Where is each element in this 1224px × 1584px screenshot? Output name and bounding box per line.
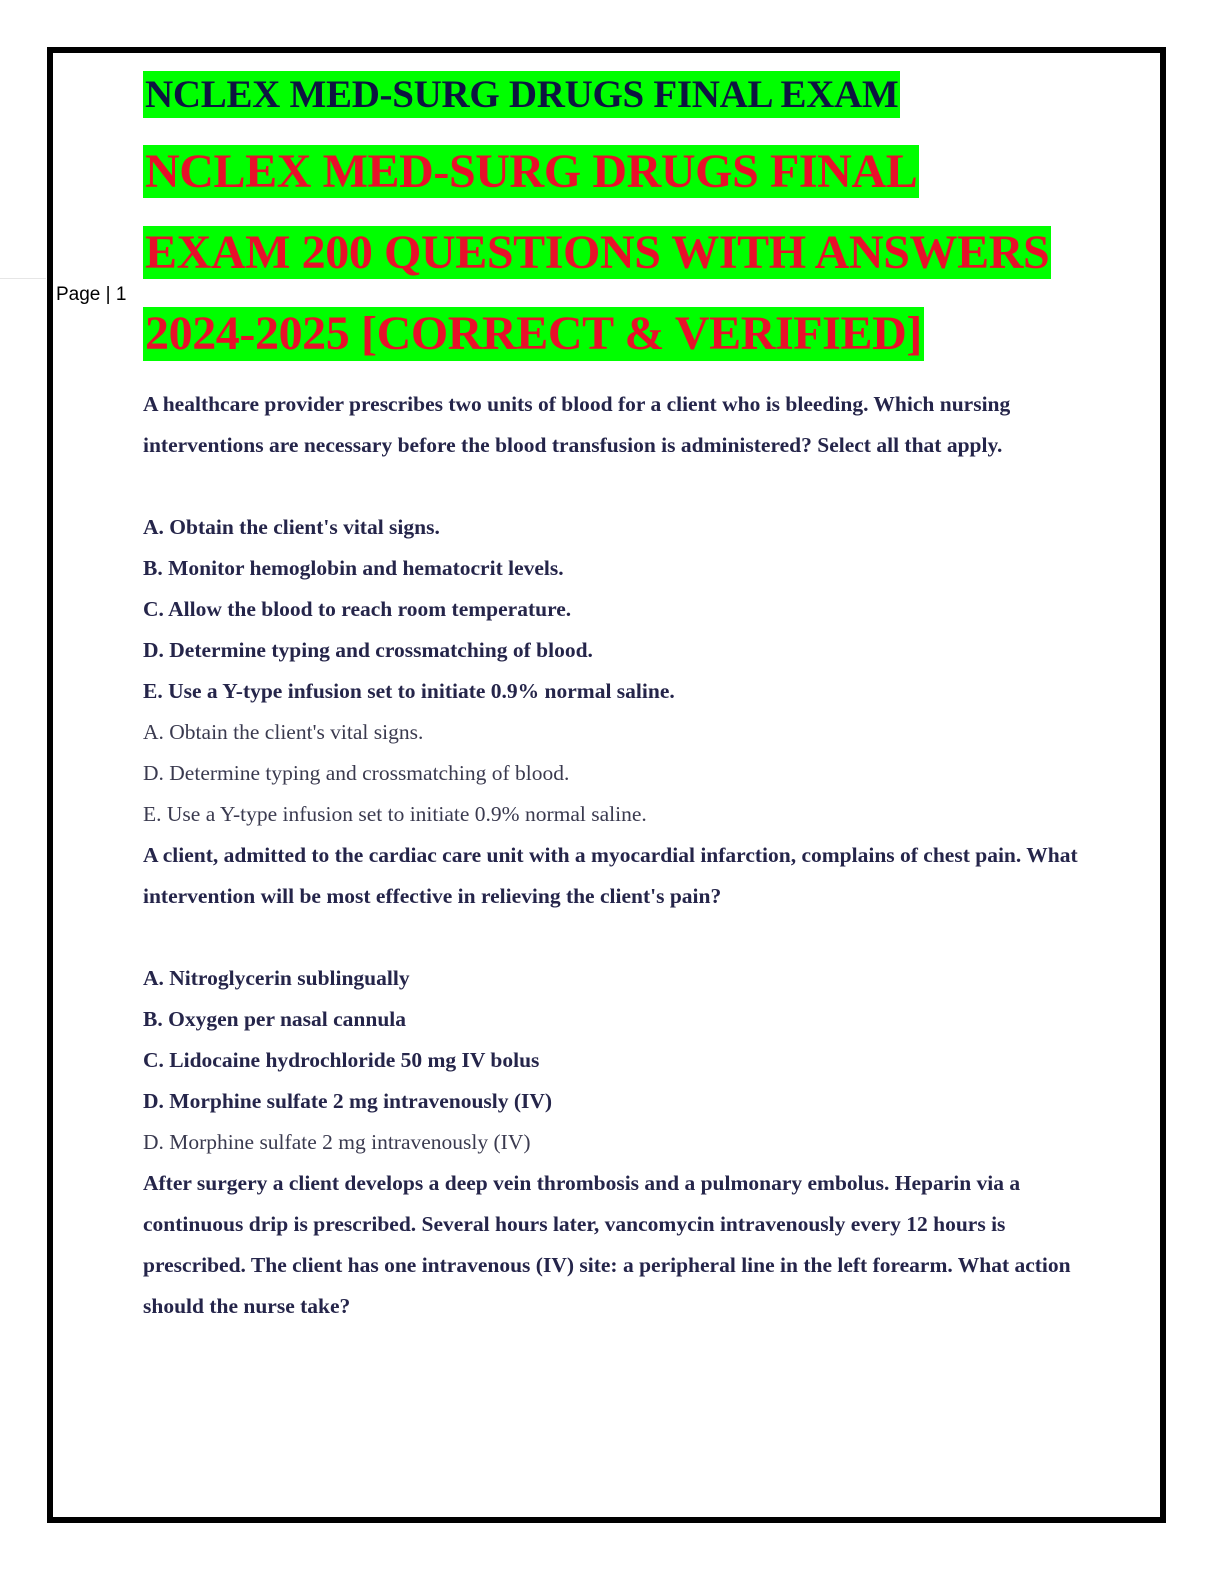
question-1-option-c: C. Allow the blood to reach room temperature.	[143, 597, 572, 621]
margin-rule	[0, 278, 46, 279]
document-title-line-2: NCLEX MED-SURG DRUGS FINAL	[145, 145, 918, 198]
question-1-option-a: A. Obtain the client's vital signs.	[143, 515, 440, 539]
question-2-answer-1: D. Morphine sulfate 2 mg intravenously (IV)	[143, 1130, 531, 1154]
exam-content	[143, 384, 1088, 1327]
question-2-option-b: B. Oxygen per nasal cannula	[143, 1007, 407, 1031]
question-2-option-d: D. Morphine sulfate 2 mg intravenously (IV)	[143, 1089, 553, 1113]
document-title-line-3: EXAM 200 QUESTIONS WITH ANSWERS	[145, 226, 1050, 279]
question-2-option-a: A. Nitroglycerin sublingually	[143, 966, 410, 990]
question-1-option-d: D. Determine typing and crossmatching of blood.	[143, 638, 593, 662]
spacer	[143, 917, 1088, 958]
question-2-text: A client, admitted to the cardiac care unit with a myocardial infarction, complains of chest pain. What intervention will be most effective in relieving the client's pain?	[143, 843, 1078, 908]
question-1-answer-1: A. Obtain the client's vital signs.	[143, 720, 424, 744]
page-number-label: Page | 1	[56, 284, 127, 305]
question-2-option-c: C. Lidocaine hydrochloride 50 mg IV bolus	[143, 1048, 540, 1072]
document-title-line-4: 2024-2025 [CORRECT & VERIFIED]	[145, 307, 922, 360]
question-1-answer-3: E. Use a Y-type infusion set to initiate 0.9% normal saline.	[143, 802, 647, 826]
document-title-line-1: NCLEX MED-SURG DRUGS FINAL EXAM	[145, 73, 899, 116]
question-1-option-e: E. Use a Y-type infusion set to initiate 0.9% normal saline.	[143, 679, 675, 703]
question-3-text: After surgery a client develops a deep vein thrombosis and a pulmonary embolus. Heparin via a continuous drip is prescribed. Several hours later, vancomycin intravenously every 12 hours is prescribed. The client has one intravenous (IV) site: a peripheral line in the left forearm. What action should the nurse take?	[143, 1171, 1071, 1318]
question-1-answer-2: D. Determine typing and crossmatching of blood.	[143, 761, 570, 785]
question-1-option-b: B. Monitor hemoglobin and hematocrit levels.	[143, 556, 564, 580]
question-1-text: A healthcare provider prescribes two units of blood for a client who is bleeding. Which nursing interventions are necessary before the blood transfusion is administered? Select all that apply.	[143, 392, 1011, 457]
spacer	[143, 466, 1088, 507]
